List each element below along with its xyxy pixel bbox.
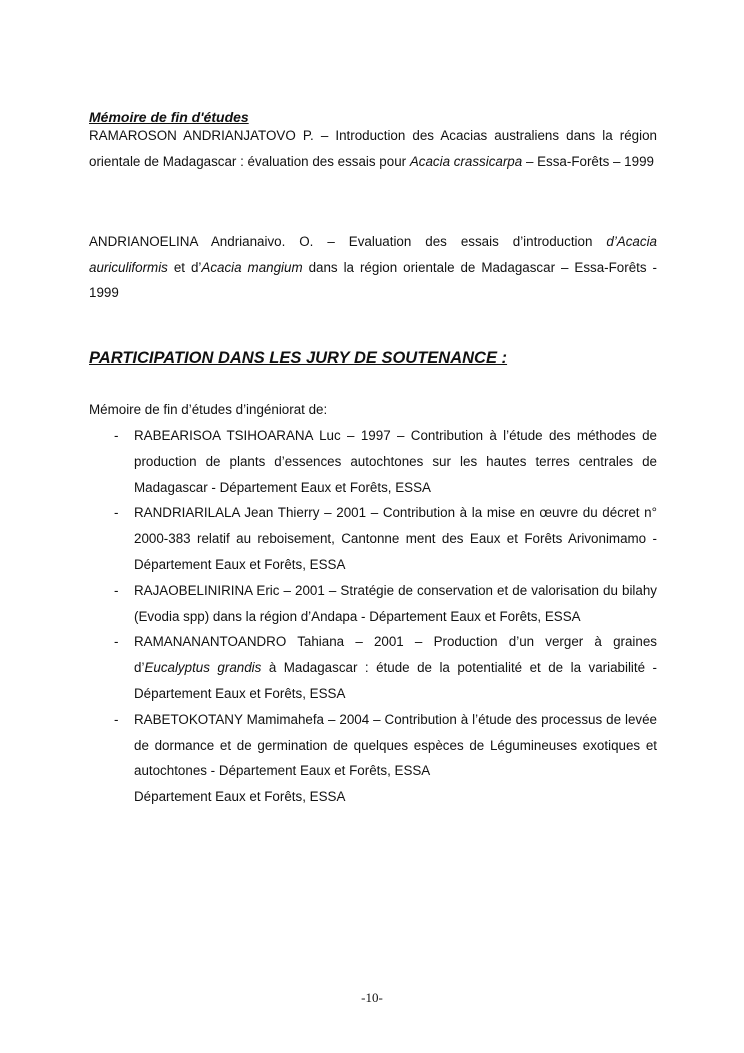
list-item-text: RABETOKOTANY Mamimahefa – 2004 – Contribution à l’étude des processus de levée de dormance et de germination de quelques espèces de Légumineuses exotiques et autochtones - Département Eaux et Forêts, ESSA: [134, 711, 657, 779]
memoire-heading: Mémoire de fin d'études: [89, 109, 249, 125]
memoire-entry-1: [89, 123, 657, 174]
list-item: [89, 707, 657, 810]
entry-text: – Essa-Forêts – 1999: [522, 153, 654, 169]
list-item-text: RANDRIARILALA Jean Thierry – 2001 – Contribution à la mise en œuvre du décret n° 2000-383 relatif au reboisement, Cantonne ment des Eaux et Forêts Arivonimamo - Département Eaux et Forêts, ESSA: [134, 505, 657, 572]
participation-intro: Mémoire de fin d’études d’ingéniorat de:: [89, 402, 328, 417]
entry-text: et d’: [167, 259, 202, 275]
list-item: [89, 629, 657, 706]
list-dash: -: [114, 428, 119, 443]
species-name: d’Acacia auriculiformis: [89, 234, 657, 275]
entry-text: ANDRIANOELINA Andrianaivo. O. – Evaluation des essais d’introduction: [89, 234, 607, 249]
list-dash: -: [114, 582, 119, 598]
page-number: -10-: [361, 990, 383, 1005]
list-item-text: à Madagascar : étude de la potentialité et de la variabilité - Département Eaux et Forêts, ESSA: [134, 660, 658, 701]
species-name: Acacia crassicarpa: [409, 153, 523, 169]
species-name: Acacia mangium: [201, 259, 303, 275]
list-dash: -: [114, 505, 119, 521]
participation-title: PARTICIPATION DANS LES JURY DE SOUTENANCE :: [89, 349, 508, 367]
species-name: Eucalyptus grandis: [144, 660, 262, 676]
list-item: [89, 578, 657, 630]
entry-text: RAMAROSON ANDRIANJATOVO P. – Introduction des Acacias australiens dans la région orientale de Madagascar : évaluation des essais pour: [89, 128, 657, 169]
list-dash: -: [114, 711, 119, 727]
entry-text: dans la région orientale de Madagascar – Essa-Forêts - 1999: [89, 259, 657, 300]
memoire-entry-2: [89, 229, 657, 306]
list-item-text: RAMANANANTOANDRO Tahiana – 2001 – Production d’un verger à graines d’: [134, 634, 657, 676]
list-item: [89, 423, 657, 500]
list-dash: -: [114, 634, 119, 650]
list-item-text: RAJAOBELINIRINA Eric – 2001 – Stratégie de conservation et de valorisation du bilahy (Evodia spp) dans la région d’Andapa - Département Eaux et Forêts, ESSA: [134, 582, 657, 624]
list-item: [89, 500, 657, 577]
list-item-extra-text: Département Eaux et Forêts, ESSA: [134, 789, 346, 805]
jury-list: [89, 423, 657, 810]
list-item-text: RABEARISOA TSIHOARANA Luc – 1997 – Contribution à l’étude des méthodes de production de plants d’essences autochtones sur les hautes terres centrales de Madagascar - Département Eaux et Forêts, ESSA: [134, 428, 657, 495]
